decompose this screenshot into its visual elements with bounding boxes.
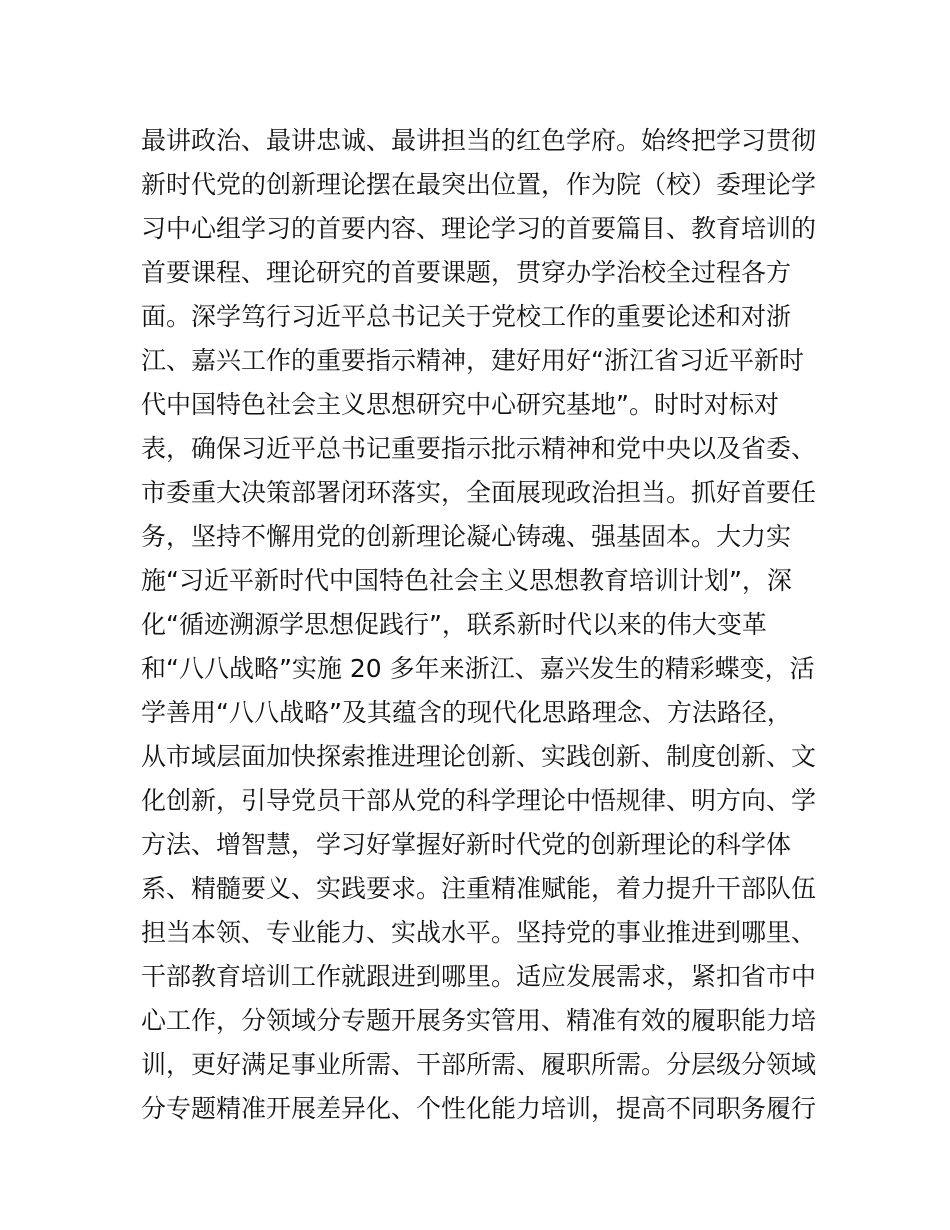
text-line-7: 代中国特色社会主义思想研究中心研究基地”。时时对标对 xyxy=(141,390,779,419)
text-line-23: 分专题精准开展差异化、个性化能力培训，提高不同职务履行 xyxy=(141,1094,817,1123)
text-line-12: 化“循迹溯源学思想促践行”，联系新时代以来的伟大变革 xyxy=(141,610,767,639)
text-line-14: 学善用“八八战略”及其蕴含的现代化思路理念、方法路径， xyxy=(141,698,792,727)
text-line-21: 心工作，分领域分专题开展务实管用、精准有效的履职能力培 xyxy=(141,1006,817,1035)
text-line-2: 新时代党的创新理论摆在最突出位置，作为院（校）委理论学 xyxy=(141,170,817,199)
text-line-17: 方法、增智慧，学习好掌握好新时代党的创新理论的科学体 xyxy=(141,830,792,859)
text-line-11: 施“习近平新时代中国特色社会主义思想教育培训计划”，深 xyxy=(141,566,792,595)
text-line-19: 担当本领、专业能力、实战水平。坚持党的事业推进到哪里、 xyxy=(141,918,817,947)
text-line-20: 干部教育培训工作就跟进到哪里。适应发展需求，紧扣省市中 xyxy=(141,962,817,991)
text-line-3: 习中心组学习的首要内容、理论学习的首要篇目、教育培训的 xyxy=(141,214,817,243)
text-line-8: 表，确保习近平总书记重要指示批示精神和党中央以及省委、 xyxy=(141,434,817,463)
text-line-13: 和“八八战略”实施 20 多年来浙江、嘉兴发生的精彩蝶变，活 xyxy=(141,654,815,683)
text-line-15: 从市域层面加快探索推进理论创新、实践创新、制度创新、文 xyxy=(141,742,817,771)
text-line-18: 系、精髓要义、实践要求。注重精准赋能，着力提升干部队伍 xyxy=(141,874,817,903)
text-line-5: 面。深学笃行习近平总书记关于党校工作的重要论述和对浙 xyxy=(141,302,792,331)
text-line-4: 首要课程、理论研究的首要课题，贯穿办学治校全过程各方 xyxy=(141,258,792,287)
text-line-9: 市委重大决策部署闭环落实，全面展现政治担当。抓好首要任 xyxy=(141,478,817,507)
body-text xyxy=(141,119,821,1131)
text-line-6: 江、嘉兴工作的重要指示精神，建好用好“浙江省习近平新时 xyxy=(141,346,804,375)
text-line-1: 最讲政治、最讲忠诚、最讲担当的红色学府。始终把学习贯彻 xyxy=(141,126,817,155)
text-line-22: 训，更好满足事业所需、干部所需、履职所需。分层级分领域 xyxy=(141,1050,817,1079)
text-line-16: 化创新，引导党员干部从党的科学理论中悟规律、明方向、学 xyxy=(141,786,817,815)
text-line-10: 务，坚持不懈用党的创新理论凝心铸魂、强基固本。大力实 xyxy=(141,522,792,551)
